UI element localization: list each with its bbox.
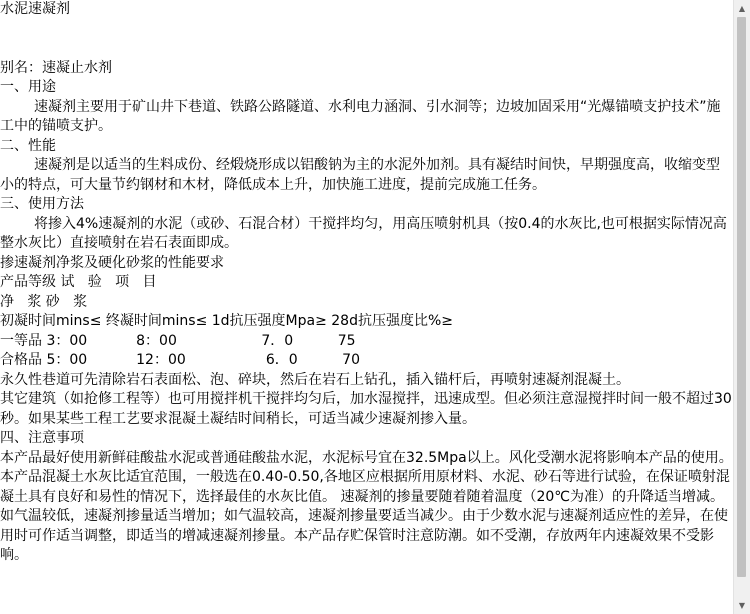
requirements-row-qualified-grade: 合格品 5：00 12：00 6．0 70: [0, 352, 360, 368]
section-heading-method: 三、使用方法: [0, 196, 84, 212]
requirements-text-b: 其它建筑（如抢修工程等）也可用搅拌机干搅拌均匀后，加水湿搅拌，迅速成型。但必须注意湿搅拌时间一般不超过30秒。如果某些工程工艺要求混凝土凝结时间稍长，可适当减少速凝剂掺入量。: [0, 391, 732, 427]
requirements-header-line-1: 产品等级 试 验 项 目: [0, 274, 157, 290]
arrow-up-icon[interactable]: ▲: [738, 4, 746, 13]
requirements-text-a: 永久性巷道可先清除岩石表面松、泡、碎块，然后在岩石上钻孔，插入锚杆后，再喷射速凝剂混凝土。: [0, 371, 630, 388]
blank-line: [0, 20, 733, 40]
section-text-method: 将掺入4%速凝剂的水泥（或砂、石混合材）干搅拌均匀，用高压喷射机具（按0.4的水灰比,也可根据实际情况高整水灰比）直接喷射在岩石表面即成。: [0, 215, 727, 251]
requirements-header-line-2: 净 浆 砂 浆: [0, 293, 88, 310]
requirements-row-first-grade: 一等品 3：00 8：00 7．0 75: [0, 332, 356, 349]
arrow-down-icon[interactable]: ▼: [738, 601, 746, 610]
scrollbar-thumb[interactable]: [737, 17, 746, 577]
section-text-notes: 本产品最好使用新鲜硅酸盐水泥或普通硅酸盐水泥，水泥标号宜在32.5Mpa以上。风化受潮水泥将影响本产品的使用。本产品混凝土水灰比适宜范围，一般选在0.40-0.50,各地区应根据所用原材料、水泥、砂石等进行试验，在保证喷射混凝土具有良好和易性的情况下，选择最佳的水灰比值。 速凝剂的掺量要随着随着温度（20℃为准）的升降适当增减。如气温较低，速凝剂掺量适当增加；如气温较高，速凝剂掺量要适当减少。由于少数水泥与速凝剂适应性的差异，在使用时可作适当调整，即适当的增减速凝剂掺量。本产品存贮保管时注意防潮。如不受潮，存放两年内速凝效果不受影响。: [0, 449, 733, 563]
requirements-heading: 掺速凝剂净浆及硬化砂浆的性能要求: [0, 254, 224, 271]
section-heading-notes: 四、注意事项: [0, 430, 84, 446]
blank-line: [0, 39, 733, 59]
document-title: 水泥速凝剂: [0, 1, 70, 17]
section-heading-usage: 一、用途: [0, 79, 56, 95]
vertical-scrollbar[interactable]: [733, 0, 750, 614]
requirements-header-line-3: 初凝时间mins≤ 终凝时间mins≤ 1d抗压强度Mpa≥ 28d抗压强度比%≥: [0, 313, 454, 329]
section-heading-performance: 二、性能: [0, 137, 56, 154]
alias-line: 别名：速凝止水剂: [0, 59, 112, 76]
section-text-performance: 速凝剂是以适当的生料成份、经煅烧形成以铝酸钠为主的水泥外加剂。具有凝结时间快，早期强度高，收缩变型小的特点，可大量节约钢材和木材，降低成本上升，加快施工进度，提前完成施工任务。: [0, 157, 720, 193]
section-text-usage: 速凝剂主要用于矿山井下巷道、铁路公路隧道、水利电力涵洞、引水洞等；边坡加固采用“光爆锚喷支护技术”施工中的锚喷支护。: [0, 98, 721, 134]
